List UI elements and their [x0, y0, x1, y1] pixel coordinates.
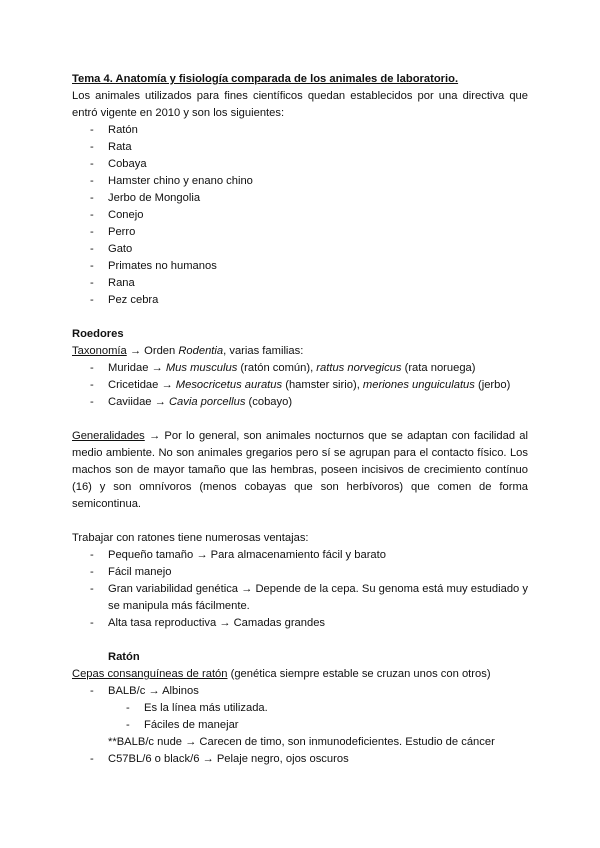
list-item: - Gato — [72, 241, 528, 258]
list-item: - Hamster chino y enano chino — [72, 173, 528, 190]
order-name: Rodentia — [178, 345, 224, 357]
list-item: - Cricetidae → Mesocricetus auratus (hamster sirio), meriones unguiculatus (jerbo) — [72, 377, 528, 394]
taxonomia-label: Taxonomía — [72, 345, 127, 357]
list-item: - Conejo — [72, 207, 528, 224]
cepas-label: Cepas consanguíneas de ratón — [72, 668, 228, 680]
balb-sublist — [72, 700, 528, 734]
list-item: - Perro — [72, 224, 528, 241]
list-item: - BALB/c → Albinos — [72, 683, 528, 700]
intro-paragraph: Los animales utilizados para fines científicos quedan establecidos por una directiva que entró vigente en 2010 y son los siguientes: — [72, 90, 528, 119]
list-item: - Muridae → Mus musculus (ratón común), rattus norvegicus (rata noruega) — [72, 360, 528, 377]
list-item: - Ratón — [72, 122, 528, 139]
balb-nude-note: **BALB/c nude → Carecen de timo, son inmunodeficientes. Estudio de cáncer — [108, 736, 495, 748]
document-body — [72, 71, 528, 768]
list-item: - Fácil manejo — [72, 564, 528, 581]
list-item: - Rana — [72, 275, 528, 292]
list-item: - Caviidae → Cavia porcellus (cobayo) — [72, 394, 528, 411]
ventajas-intro: Trabajar con ratones tiene numerosas ventajas: — [72, 532, 309, 544]
family-list — [72, 360, 528, 411]
taxonomia-line: Taxonomía → Orden Rodentia, varias familias: — [72, 345, 304, 357]
list-item: - Gran variabilidad genética → Depende de la cepa. Su genoma está muy estudiado y se manipula más fácilmente. — [72, 581, 528, 615]
list-item: - Jerbo de Mongolia — [72, 190, 528, 207]
list-item: - Es la línea más utilizada. — [72, 700, 528, 717]
generalidades-label: Generalidades — [72, 430, 145, 442]
list-item: - Cobaya — [72, 156, 528, 173]
section-heading-raton: Ratón — [108, 651, 140, 663]
list-item: - Alta tasa reproductiva → Camadas grandes — [72, 615, 528, 632]
list-item: - C57BL/6 o black/6 → Pelaje negro, ojos oscuros — [72, 751, 528, 768]
ventajas-list — [72, 547, 528, 632]
list-item: - Pez cebra — [72, 292, 528, 309]
list-item: - Pequeño tamaño → Para almacenamiento fácil y barato — [72, 547, 528, 564]
cepas-list — [72, 683, 528, 700]
list-item: - Primates no humanos — [72, 258, 528, 275]
generalidades-paragraph: Generalidades → Por lo general, son animales nocturnos que se adaptan con facilidad al medio ambiente. No son animales gregarios pero sí se agrupan para el contacto físico. Los machos son de mayor tamaño que las hembras, poseen incisivos de crecimiento contínuo (16) y son omnívoros (menos cobayas que son herbívoros) que comen de forma semicontinua. — [72, 430, 528, 510]
cepas-line: Cepas consanguíneas de ratón (genética siempre estable se cruzan unos con otros) — [72, 668, 491, 680]
animal-list — [72, 122, 528, 309]
section-heading-roedores: Roedores — [72, 328, 124, 340]
cepas-list-2 — [72, 751, 528, 768]
list-item: - Rata — [72, 139, 528, 156]
document-title: Tema 4. Anatomía y fisiología comparada de los animales de laboratorio. — [72, 73, 459, 85]
list-item: - Fáciles de manejar — [72, 717, 528, 734]
